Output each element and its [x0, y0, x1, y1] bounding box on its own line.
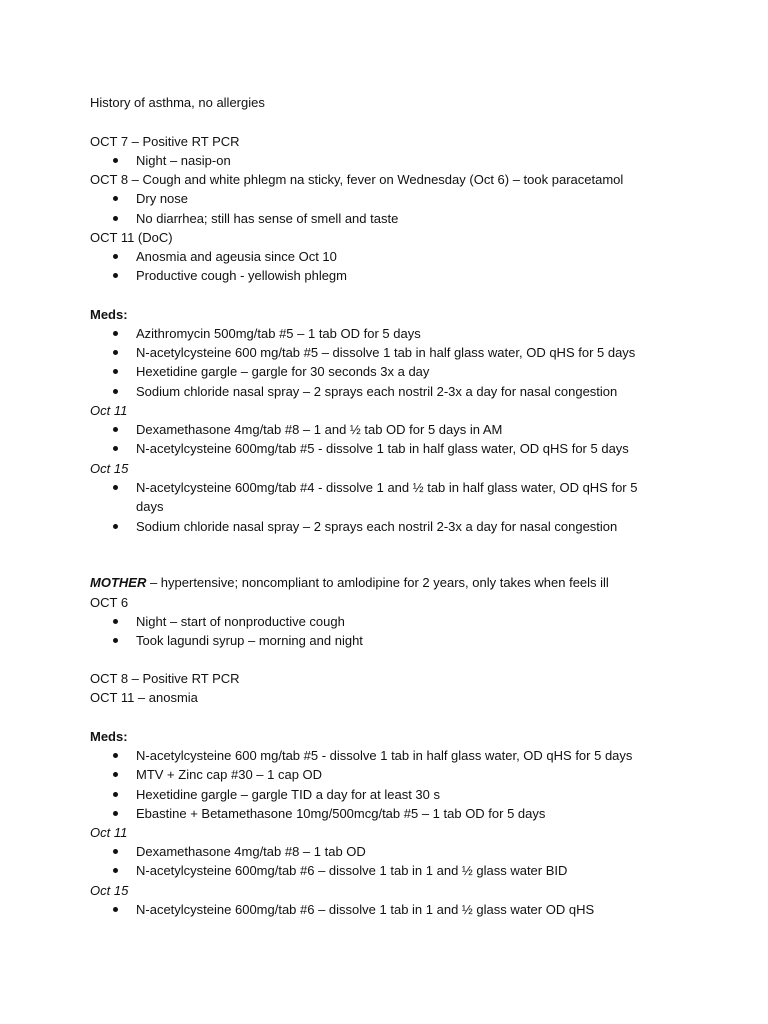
history-line: History of asthma, no allergies [90, 95, 265, 110]
bullet-icon [113, 849, 118, 854]
med-item-continuation: days [136, 499, 164, 514]
bullet-icon [113, 446, 118, 451]
mother-oct11-heading: OCT 11 – anosmia [90, 690, 198, 705]
oct7-heading: OCT 7 – Positive RT PCR [90, 134, 240, 149]
med-item: N-acetylcysteine 600mg/tab #5 - dissolve 1 tab in half glass water, OD qHS for 5 days [136, 441, 629, 456]
mother-meds-heading: Meds: [90, 729, 128, 744]
med-item: N-acetylcysteine 600mg/tab #6 – dissolve 1 tab in 1 and ½ glass water OD qHS [136, 902, 595, 917]
list-item: Dry nose [136, 191, 189, 206]
list-item: Productive cough - yellowish phlegm [136, 268, 347, 283]
oct8-heading: OCT 8 – Cough and white phlegm na sticky, fever on Wednesday (Oct 6) – took paracetamol [90, 172, 624, 187]
med-item: MTV + Zinc cap #30 – 1 cap OD [136, 767, 323, 782]
med-item: Azithromycin 500mg/tab #5 – 1 tab OD for 5 days [136, 326, 421, 341]
bullet-icon [113, 868, 118, 873]
list-item: No diarrhea; still has sense of smell and taste [136, 211, 399, 226]
bullet-icon [113, 792, 118, 797]
list-item: Night – nasip-on [136, 153, 231, 168]
bullet-icon [113, 273, 118, 278]
med-item: N-acetylcysteine 600 mg/tab #5 - dissolve 1 tab in half glass water, OD qHS for 5 days [136, 748, 633, 763]
oct15-subheading: Oct 15 [90, 461, 129, 476]
mother-desc: – hypertensive; noncompliant to amlodipine for 2 years, only takes when feels ill [146, 575, 609, 590]
med-item: Ebastine + Betamethasone 10mg/500mcg/tab #5 – 1 tab OD for 5 days [136, 806, 546, 821]
bullet-icon [113, 350, 118, 355]
med-item: N-acetylcysteine 600 mg/tab #5 – dissolve 1 tab in half glass water, OD qHS for 5 days [136, 345, 636, 360]
bullet-icon [113, 619, 118, 624]
med-item: Hexetidine gargle – gargle for 30 seconds 3x a day [136, 364, 430, 379]
med-item: Hexetidine gargle – gargle TID a day for at least 30 s [136, 787, 440, 802]
bullet-icon [113, 254, 118, 259]
mother-oct8-heading: OCT 8 – Positive RT PCR [90, 671, 240, 686]
list-item: Took lagundi syrup – morning and night [136, 633, 363, 648]
bullet-icon [113, 158, 118, 163]
meds-heading: Meds: [90, 307, 128, 322]
med-item: Dexamethasone 4mg/tab #8 – 1 and ½ tab OD for 5 days in AM [136, 422, 503, 437]
list-item: Anosmia and ageusia since Oct 10 [136, 249, 337, 264]
bullet-icon [113, 485, 118, 490]
list-item: Night – start of nonproductive cough [136, 614, 345, 629]
bullet-icon [113, 369, 118, 374]
bullet-icon [113, 524, 118, 529]
mother-oct11-subheading: Oct 11 [90, 825, 128, 840]
bullet-icon [113, 772, 118, 777]
med-item: Dexamethasone 4mg/tab #8 – 1 tab OD [136, 844, 366, 859]
bullet-icon [113, 389, 118, 394]
oct11-subheading: Oct 11 [90, 403, 128, 418]
bullet-icon [113, 638, 118, 643]
mother-label: MOTHER [90, 575, 147, 590]
bullet-icon [113, 907, 118, 912]
med-item: Sodium chloride nasal spray – 2 sprays each nostril 2-3x a day for nasal congestion [136, 384, 618, 399]
bullet-icon [113, 331, 118, 336]
bullet-icon [113, 753, 118, 758]
bullet-icon [113, 427, 118, 432]
med-item: Sodium chloride nasal spray – 2 sprays each nostril 2-3x a day for nasal congestion [136, 519, 618, 534]
mother-oct15-subheading: Oct 15 [90, 883, 129, 898]
oct11-heading: OCT 11 (DoC) [90, 230, 173, 245]
mother-line [90, 573, 609, 592]
bullet-icon [113, 196, 118, 201]
med-item: N-acetylcysteine 600mg/tab #4 - dissolve 1 and ½ tab in half glass water, OD qHS for 5 [136, 480, 638, 495]
med-item: N-acetylcysteine 600mg/tab #6 – dissolve 1 tab in 1 and ½ glass water BID [136, 863, 568, 878]
bullet-icon [113, 811, 118, 816]
oct6-heading: OCT 6 [90, 595, 129, 610]
bullet-icon [113, 216, 118, 221]
